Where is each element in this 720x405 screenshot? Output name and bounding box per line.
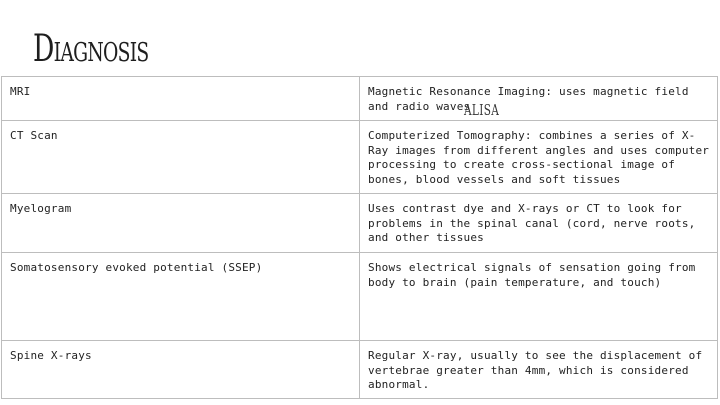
test-description-cell: Shows electrical signals of sensation going from body to brain (pain temperature, and touch) (360, 253, 718, 341)
test-name-cell: MRI (2, 77, 360, 121)
test-name-cell: Spine X-rays (2, 341, 360, 399)
table-row (2, 121, 718, 194)
table-row (2, 253, 718, 341)
test-name-cell: Somatosensory evoked potential (SSEP) (2, 253, 360, 341)
table-row (2, 77, 718, 121)
test-description-cell: Computerized Tomography: combines a series of X-Ray images from different angles and uses computer processing to create cross-sectional image of bones, blood vessels and soft tissues (360, 121, 718, 194)
diagnosis-table (1, 76, 718, 399)
slide-title: Diagnosis (33, 27, 149, 70)
table-row (2, 194, 718, 253)
test-description-cell: Regular X-ray, usually to see the displacement of vertebrae greater than 4mm, which is considered abnormal. (360, 341, 718, 399)
test-description-cell: Uses contrast dye and X-rays or CT to look for problems in the spinal canal (cord, nerve roots, and other tissues (360, 194, 718, 253)
watermark-text: ALISA (464, 101, 500, 119)
test-name-cell: CT Scan (2, 121, 360, 194)
test-description-cell: Magnetic Resonance Imaging: uses magnetic field and radio waves (360, 77, 718, 121)
table-row (2, 341, 718, 399)
test-name-cell: Myelogram (2, 194, 360, 253)
